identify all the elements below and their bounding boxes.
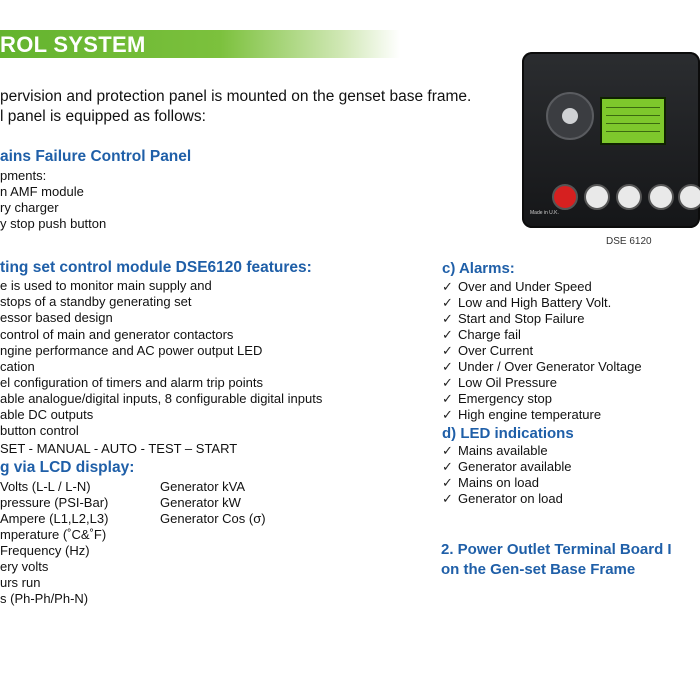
alarm-label: High engine temperature (458, 407, 602, 422)
lcd-right-item: Generator kW (160, 495, 241, 510)
alarm-item (442, 391, 552, 407)
check-icon: ✓ (442, 375, 453, 390)
section2-item: ngine performance and AC power output LED (0, 343, 263, 358)
led-item (442, 491, 563, 507)
alarm-label: Low Oil Pressure (458, 375, 557, 390)
auto-button-icon (616, 184, 642, 210)
controller-caption: DSE 6120 (606, 236, 652, 247)
section1-item: y stop push button (0, 216, 107, 231)
led-label: Generator on load (458, 491, 563, 506)
banner-title: ROL SYSTEM (0, 32, 146, 57)
alarms-heading: c) Alarms: (442, 260, 515, 277)
check-icon: ✓ (442, 407, 453, 422)
alarm-item (442, 327, 521, 343)
led-item (442, 459, 571, 475)
alarm-item (442, 407, 601, 423)
lcd-display-heading: g via LCD display: (0, 459, 135, 476)
lcd-left-item: Frequency (Hz) (0, 543, 90, 558)
lcd-left-item: pressure (PSI-Bar) (0, 495, 109, 510)
check-icon: ✓ (442, 311, 453, 326)
check-icon: ✓ (442, 327, 453, 342)
dse6120-controller-image (522, 52, 700, 228)
lcd-screen (600, 97, 666, 145)
section-banner (0, 30, 400, 58)
stop-button-icon (552, 184, 578, 210)
lcd-left-item: Ampere (L1,L2,L3) (0, 511, 109, 526)
start-button-icon (678, 184, 700, 210)
lcd-left-item: mperature (˚C&˚F) (0, 527, 107, 542)
lcd-right-item: Generator kVA (160, 479, 246, 494)
section2-item: able DC outputs (0, 407, 94, 422)
section1-heading: ains Failure Control Panel (0, 148, 192, 165)
led-item (442, 443, 548, 459)
check-icon: ✓ (442, 391, 453, 406)
intro-line-1: pervision and protection panel is mounted on the genset base frame. (0, 88, 472, 105)
led-label: Mains available (458, 443, 548, 458)
led-item (442, 475, 539, 491)
check-icon: ✓ (442, 459, 453, 474)
alarm-item (442, 359, 642, 375)
section2-item: stops of a standby generating set (0, 294, 192, 309)
alarm-item (442, 279, 592, 295)
made-in-label: Made in U.K. (530, 210, 559, 216)
alarm-label: Low and High Battery Volt. (458, 295, 612, 310)
section2-item: essor based design (0, 310, 113, 325)
power-outlet-heading-2: on the Gen-set Base Frame (441, 561, 636, 578)
check-icon: ✓ (442, 279, 453, 294)
check-icon: ✓ (442, 343, 453, 358)
section2-heading: ting set control module DSE6120 features: (0, 259, 312, 276)
section2-item: el configuration of timers and alarm trip points (0, 375, 264, 390)
led-heading: d) LED indications (442, 425, 574, 442)
check-icon: ✓ (442, 491, 453, 506)
intro-line-2: l panel is equipped as follows: (0, 108, 206, 125)
lcd-left-item: urs run (0, 575, 41, 590)
section1-item: n AMF module (0, 184, 84, 199)
section2-item: control of main and generator contactors (0, 327, 234, 342)
alarm-label: Under / Over Generator Voltage (458, 359, 642, 374)
alarm-label: Charge fail (458, 327, 521, 342)
test-button-icon (648, 184, 674, 210)
led-label: Generator available (458, 459, 572, 474)
led-label: Mains on load (458, 475, 539, 490)
section2-item: able analogue/digital inputs, 8 configurable digital inputs (0, 391, 323, 406)
lcd-left-item: ery volts (0, 559, 49, 574)
manual-button-icon (584, 184, 610, 210)
lcd-left-item: s (Ph-Ph/Ph-N) (0, 591, 89, 606)
alarm-label: Over and Under Speed (458, 279, 592, 294)
power-outlet-heading: 2. Power Outlet Terminal Board I (441, 541, 672, 558)
check-icon: ✓ (442, 475, 453, 490)
lcd-right-item: Generator Cos (σ) (160, 511, 266, 526)
alarm-label: Start and Stop Failure (458, 311, 585, 326)
section2-item: e is used to monitor main supply and (0, 278, 212, 293)
check-icon: ✓ (442, 443, 453, 458)
check-icon: ✓ (442, 295, 453, 310)
section2-item: button control (0, 423, 79, 438)
alarm-item (442, 343, 533, 359)
section1-item: pments: (0, 168, 47, 183)
section1-item: ry charger (0, 200, 59, 215)
section2-item: cation (0, 359, 35, 374)
mode-buttons-text: SET - MANUAL - AUTO - TEST – START (0, 441, 238, 456)
alarm-label: Over Current (458, 343, 534, 358)
lcd-left-item: Volts (L-L / L-N) (0, 479, 91, 494)
alarm-item (442, 311, 584, 327)
alarm-label: Emergency stop (458, 391, 552, 406)
alarm-item (442, 295, 611, 311)
check-icon: ✓ (442, 359, 453, 374)
alarm-item (442, 375, 557, 391)
navigation-pad-icon (546, 92, 594, 140)
